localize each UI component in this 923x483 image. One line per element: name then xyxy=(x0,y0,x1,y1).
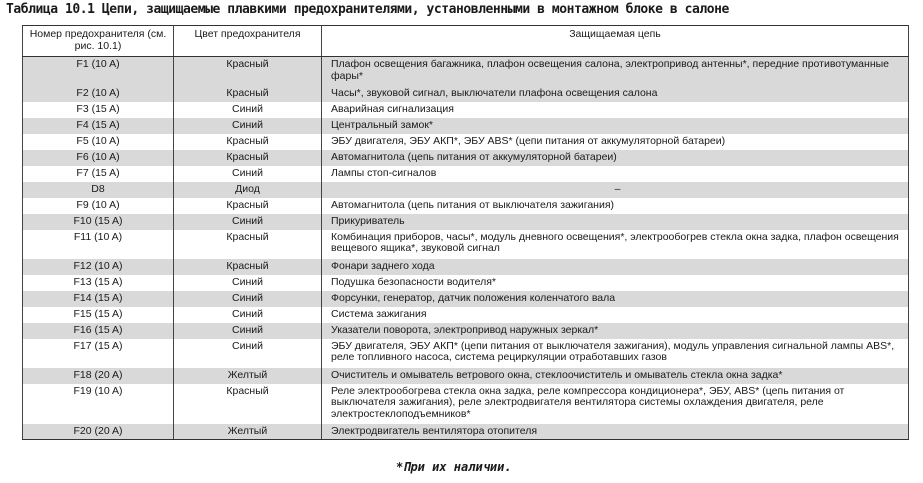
table-row xyxy=(23,339,909,368)
fuse-number: D8 xyxy=(23,182,174,198)
fuse-number: F16 (15 A) xyxy=(23,323,174,339)
protected-circuit: Аварийная сигнализация xyxy=(322,102,909,118)
fuse-number: F20 (20 A) xyxy=(23,424,174,440)
fuse-number: F7 (15 A) xyxy=(23,166,174,182)
fuse-color: Красный xyxy=(174,230,322,259)
fuse-color: Синий xyxy=(174,339,322,368)
protected-circuit: Автомагнитола (цепь питания от выключателя зажигания) xyxy=(322,198,909,214)
fuse-color: Желтый xyxy=(174,368,322,384)
table-row xyxy=(23,102,909,118)
fuse-color: Красный xyxy=(174,150,322,166)
fuse-color: Красный xyxy=(174,134,322,150)
fuse-number: F17 (15 A) xyxy=(23,339,174,368)
fuse-number: F18 (20 A) xyxy=(23,368,174,384)
table-title: Таблица 10.1 Цепи, защищаемые плавкими предохранителями, установленными в монтажном блоке в салоне xyxy=(6,2,729,17)
protected-circuit: Реле электрообогрева стекла окна задка, реле компрессора кондиционера*, ЭБУ, ABS* (цепь питания от выключателя зажигания), реле электродвигателя вентилятора системы охлаждения двигателя, реле электростеклоподъемников* xyxy=(322,384,909,424)
fuse-number: F2 (10 A) xyxy=(23,86,174,102)
table-row xyxy=(23,291,909,307)
fuse-number: F9 (10 A) xyxy=(23,198,174,214)
fuse-table xyxy=(22,25,909,440)
table-row xyxy=(23,118,909,134)
protected-circuit: Система зажигания xyxy=(322,307,909,323)
table-row xyxy=(23,259,909,275)
table-row xyxy=(23,230,909,259)
table-row xyxy=(23,323,909,339)
table-header-row xyxy=(23,26,909,57)
protected-circuit: Автомагнитола (цепь питания от аккумуляторной батареи) xyxy=(322,150,909,166)
table-row xyxy=(23,57,909,86)
table-row xyxy=(23,198,909,214)
fuse-color: Синий xyxy=(174,275,322,291)
table-row xyxy=(23,275,909,291)
protected-circuit: Часы*, звуковой сигнал, выключатели плафона освещения салона xyxy=(322,86,909,102)
fuse-color: Синий xyxy=(174,214,322,230)
protected-circuit: Форсунки, генератор, датчик положения коленчатого вала xyxy=(322,291,909,307)
fuse-color: Красный xyxy=(174,57,322,86)
fuse-number: F14 (15 A) xyxy=(23,291,174,307)
fuse-number: F6 (10 A) xyxy=(23,150,174,166)
table-row xyxy=(23,368,909,384)
fuse-color: Красный xyxy=(174,384,322,424)
table-row xyxy=(23,166,909,182)
fuse-color: Синий xyxy=(174,118,322,134)
fuse-color: Диод xyxy=(174,182,322,198)
protected-circuit: Комбинация приборов, часы*, модуль дневного освещения*, электрообогрев стекла окна задка, плафон освещения вещевого ящика*, звуковой сигнал xyxy=(322,230,909,259)
fuse-number: F13 (15 A) xyxy=(23,275,174,291)
fuse-number: F12 (10 A) xyxy=(23,259,174,275)
protected-circuit: Центральный замок* xyxy=(322,118,909,134)
table-row xyxy=(23,424,909,440)
header-fuse-color: Цвет предохранителя xyxy=(174,26,322,57)
fuse-color: Синий xyxy=(174,323,322,339)
fuse-number: F4 (15 A) xyxy=(23,118,174,134)
fuse-number: F1 (10 A) xyxy=(23,57,174,86)
table-row xyxy=(23,182,909,198)
fuse-number: F10 (15 A) xyxy=(23,214,174,230)
fuse-color: Красный xyxy=(174,259,322,275)
fuse-number: F5 (10 A) xyxy=(23,134,174,150)
fuse-color: Желтый xyxy=(174,424,322,440)
fuse-number: F3 (15 A) xyxy=(23,102,174,118)
table-row xyxy=(23,384,909,424)
fuse-color: Синий xyxy=(174,291,322,307)
fuse-color: Красный xyxy=(174,198,322,214)
header-protected-circuit: Защищаемая цепь xyxy=(322,26,909,57)
protected-circuit: Плафон освещения багажника, плафон освещения салона, электропривод антенны*, передние противотуманные фары* xyxy=(322,57,909,86)
protected-circuit: ЭБУ двигателя, ЭБУ АКП*, ЭБУ ABS* (цепи питания от аккумуляторной батареи) xyxy=(322,134,909,150)
table-row xyxy=(23,214,909,230)
protected-circuit: Лампы стоп-сигналов xyxy=(322,166,909,182)
table-row xyxy=(23,307,909,323)
header-fuse-number: Номер предохранителя (см. рис. 10.1) xyxy=(23,26,174,57)
table-row xyxy=(23,150,909,166)
fuse-color: Красный xyxy=(174,86,322,102)
fuse-color: Синий xyxy=(174,102,322,118)
table-row xyxy=(23,134,909,150)
fuse-number: F15 (15 A) xyxy=(23,307,174,323)
protected-circuit: ЭБУ двигателя, ЭБУ АКП* (цепи питания от выключателя зажигания), модуль управления сигнальной лампы ABS*, реле топливного насоса, система рециркуляции отработавших газов xyxy=(322,339,909,368)
table-row xyxy=(23,86,909,102)
protected-circuit: Подушка безопасности водителя* xyxy=(322,275,909,291)
protected-circuit: Указатели поворота, электропривод наружных зеркал* xyxy=(322,323,909,339)
footnote: *При их наличии. xyxy=(396,460,512,474)
protected-circuit: Очиститель и омыватель ветрового окна, стеклоочиститель и омыватель стекла окна задка* xyxy=(322,368,909,384)
protected-circuit: Электродвигатель вентилятора отопителя xyxy=(322,424,909,440)
fuse-color: Синий xyxy=(174,307,322,323)
protected-circuit: Прикуриватель xyxy=(322,214,909,230)
fuse-number: F19 (10 A) xyxy=(23,384,174,424)
fuse-color: Синий xyxy=(174,166,322,182)
protected-circuit: – xyxy=(322,182,909,198)
protected-circuit: Фонари заднего хода xyxy=(322,259,909,275)
fuse-number: F11 (10 A) xyxy=(23,230,174,259)
